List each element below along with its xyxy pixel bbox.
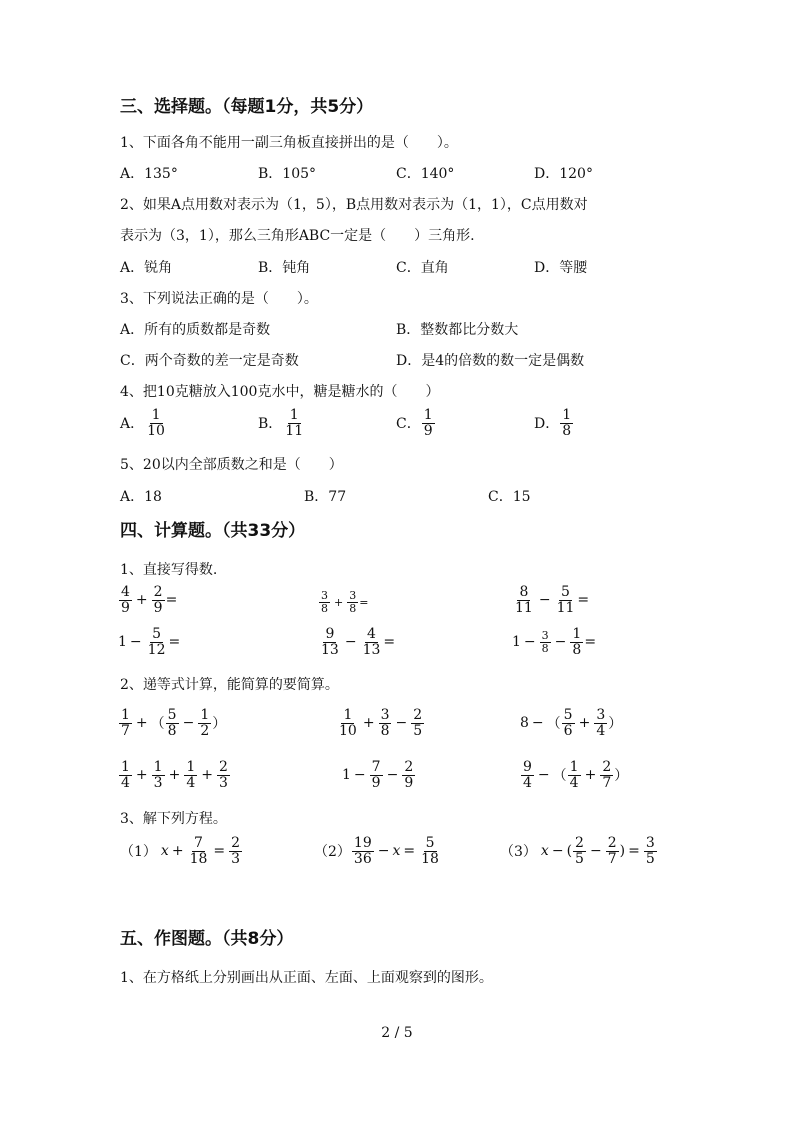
stepwise-expr-2: $\frac{1}{10}$ + $\frac{3}{8}$ − $\frac{2}{5}$ xyxy=(339,707,423,739)
equation-3: （3） x − ( $\frac{2}{5}$ − $\frac{2}{7}$ ) = $\frac{3}{5}$ xyxy=(500,835,655,867)
equation-2: （2） $\frac{19}{36}$ − x = $\frac{5}{18}$ xyxy=(314,835,439,867)
question-4: 4、把10克糖放入100克水中，糖是糖水的（ ） xyxy=(120,384,440,400)
stepwise-expr-5: 1 − $\frac{7}{9}$ − $\frac{2}{9}$ xyxy=(342,759,414,791)
q2-option-d: D．等腰 xyxy=(534,260,588,276)
q4-option-c: C． $\frac{1}{9}$ xyxy=(396,407,433,439)
stepwise-expr-1: $\frac{1}{7}$ + （ $\frac{5}{8}$ − $\frac{1}{2}$ ） xyxy=(121,707,227,739)
section-title-choice: 三、选择题。（每题1分，共5分） xyxy=(120,97,374,117)
question-5: 5、20以内全部质数之和是（ ） xyxy=(120,457,343,473)
q4-option-d: D． $\frac{1}{8}$ xyxy=(534,407,572,439)
q2-option-c: C．直角 xyxy=(396,260,449,276)
question-3: 3、下列说法正确的是（ ）。 xyxy=(120,291,318,307)
direct-expr-1: $\frac{4}{9}$ + $\frac{2}{9}$ = xyxy=(121,584,178,616)
q3-option-a: A．所有的质数都是奇数 xyxy=(120,322,271,338)
q5-option-c: C．15 xyxy=(488,489,531,505)
q4-option-b: B． $\frac{1}{11}$ xyxy=(258,407,304,439)
q3-option-b: B．整数都比分数大 xyxy=(396,322,519,338)
equation-1: （1） x + $\frac{7}{18}$ = $\frac{2}{3}$ xyxy=(120,835,241,867)
stepwise-expr-4: $\frac{1}{4}$ + $\frac{1}{3}$ + $\frac{1}{4}$ + $\frac{2}{3}$ xyxy=(121,759,228,791)
q5-option-b: B．77 xyxy=(304,489,347,505)
calc-part-1: 1、直接写得数. xyxy=(120,562,218,578)
section-title-drawing: 五、作图题。（共8分） xyxy=(120,929,294,949)
question-2-line1: 2、如果A点用数对表示为（1，5），B点用数对表示为（1，1），C点用数对 xyxy=(120,197,588,213)
q3-option-c: C．两个奇数的差一定是奇数 xyxy=(120,353,299,369)
question-2-line2: 表示为（3，1），那么三角形ABC一定是（ ）三角形. xyxy=(120,228,475,244)
direct-expr-4: 1 − $\frac{5}{12}$ = xyxy=(118,626,181,658)
q1-option-d: D．120° xyxy=(534,166,593,182)
calc-part-3: 3、解下列方程。 xyxy=(120,811,227,827)
page-number: 2 / 5 xyxy=(381,1025,413,1041)
calc-part-2: 2、递等式计算，能简算的要简算。 xyxy=(120,677,339,693)
question-1: 1、下面各角不能用一副三角板直接拼出的是（ ）。 xyxy=(120,135,458,151)
stepwise-expr-6: $\frac{9}{4}$ − （ $\frac{1}{4}$ + $\frac{2}{7}$ ） xyxy=(523,759,629,791)
q2-option-b: B．钝角 xyxy=(258,260,311,276)
section-title-calculation: 四、计算题。（共33分） xyxy=(120,521,306,541)
direct-expr-3: $\frac{8}{11}$ − $\frac{5}{11}$ = xyxy=(515,584,590,616)
q5-option-a: A．18 xyxy=(120,489,162,505)
q1-option-b: B．105° xyxy=(258,166,317,182)
stepwise-expr-3: 8 − （ $\frac{5}{6}$ + $\frac{3}{4}$ ） xyxy=(520,707,623,739)
drawing-question-1: 1、在方格纸上分别画出从正面、左面、上面观察到的图形。 xyxy=(120,970,493,986)
direct-expr-6: 1 − $\frac{3}{8}$ − $\frac{1}{8}$ = xyxy=(512,626,597,658)
direct-expr-5: $\frac{9}{13}$ − $\frac{4}{13}$ = xyxy=(321,626,396,658)
q4-option-a: A． $\frac{1}{10}$ xyxy=(120,407,165,439)
direct-expr-2: $\frac{3}{8}$ + $\frac{3}{8}$ = xyxy=(321,589,369,615)
q2-option-a: A．锐角 xyxy=(120,260,173,276)
q3-option-d: D．是4的倍数的数一定是偶数 xyxy=(396,353,585,369)
q1-option-a: A．135° xyxy=(120,166,178,182)
q1-option-c: C．140° xyxy=(396,166,455,182)
